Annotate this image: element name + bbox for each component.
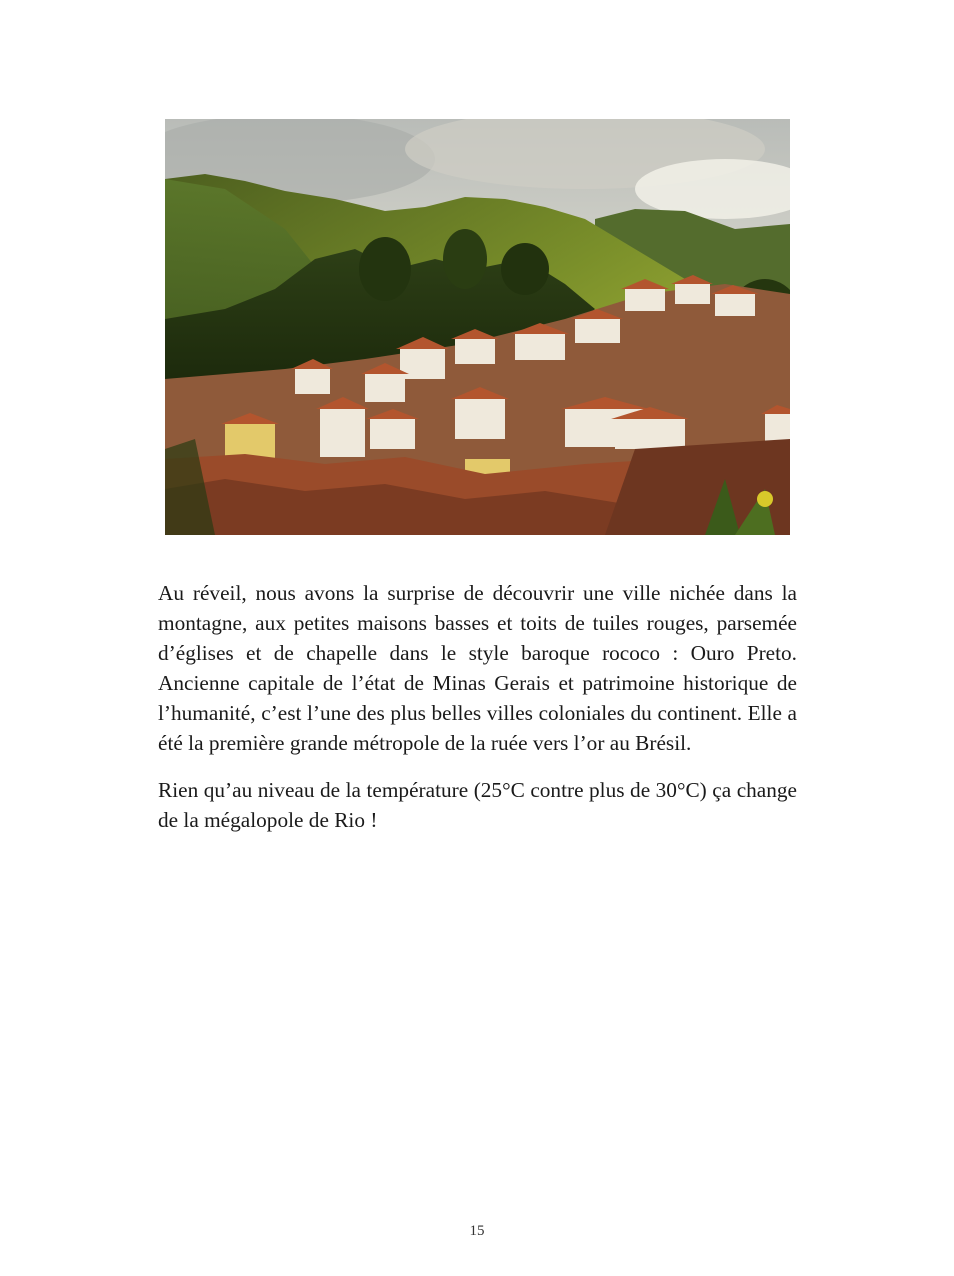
paragraph: Rien qu’au niveau de la température (25°C contre plus de 30°C) ça change de la mégalopole de Rio ! bbox=[158, 777, 797, 832]
paragraph: Au réveil, nous avons la surprise de découvrir une ville nichée dans la montagne, aux petites maisons basses et toits de tuiles rouges, parsemée d’églises et de chapelle dans le style baroque rococo : Ouro Preto. Ancienne capitale de l’état de Minas Gerais et patrimoine historique de l’humanité, c’est l’une des plus belles villes coloniales du continent. Elle a été la première grande métropole de la ruée vers l’or au Brésil. bbox=[158, 581, 797, 756]
town-landscape-image bbox=[165, 119, 790, 535]
town-photo bbox=[165, 119, 790, 535]
page-number: 15 bbox=[469, 1223, 485, 1239]
body-text bbox=[158, 578, 797, 851]
